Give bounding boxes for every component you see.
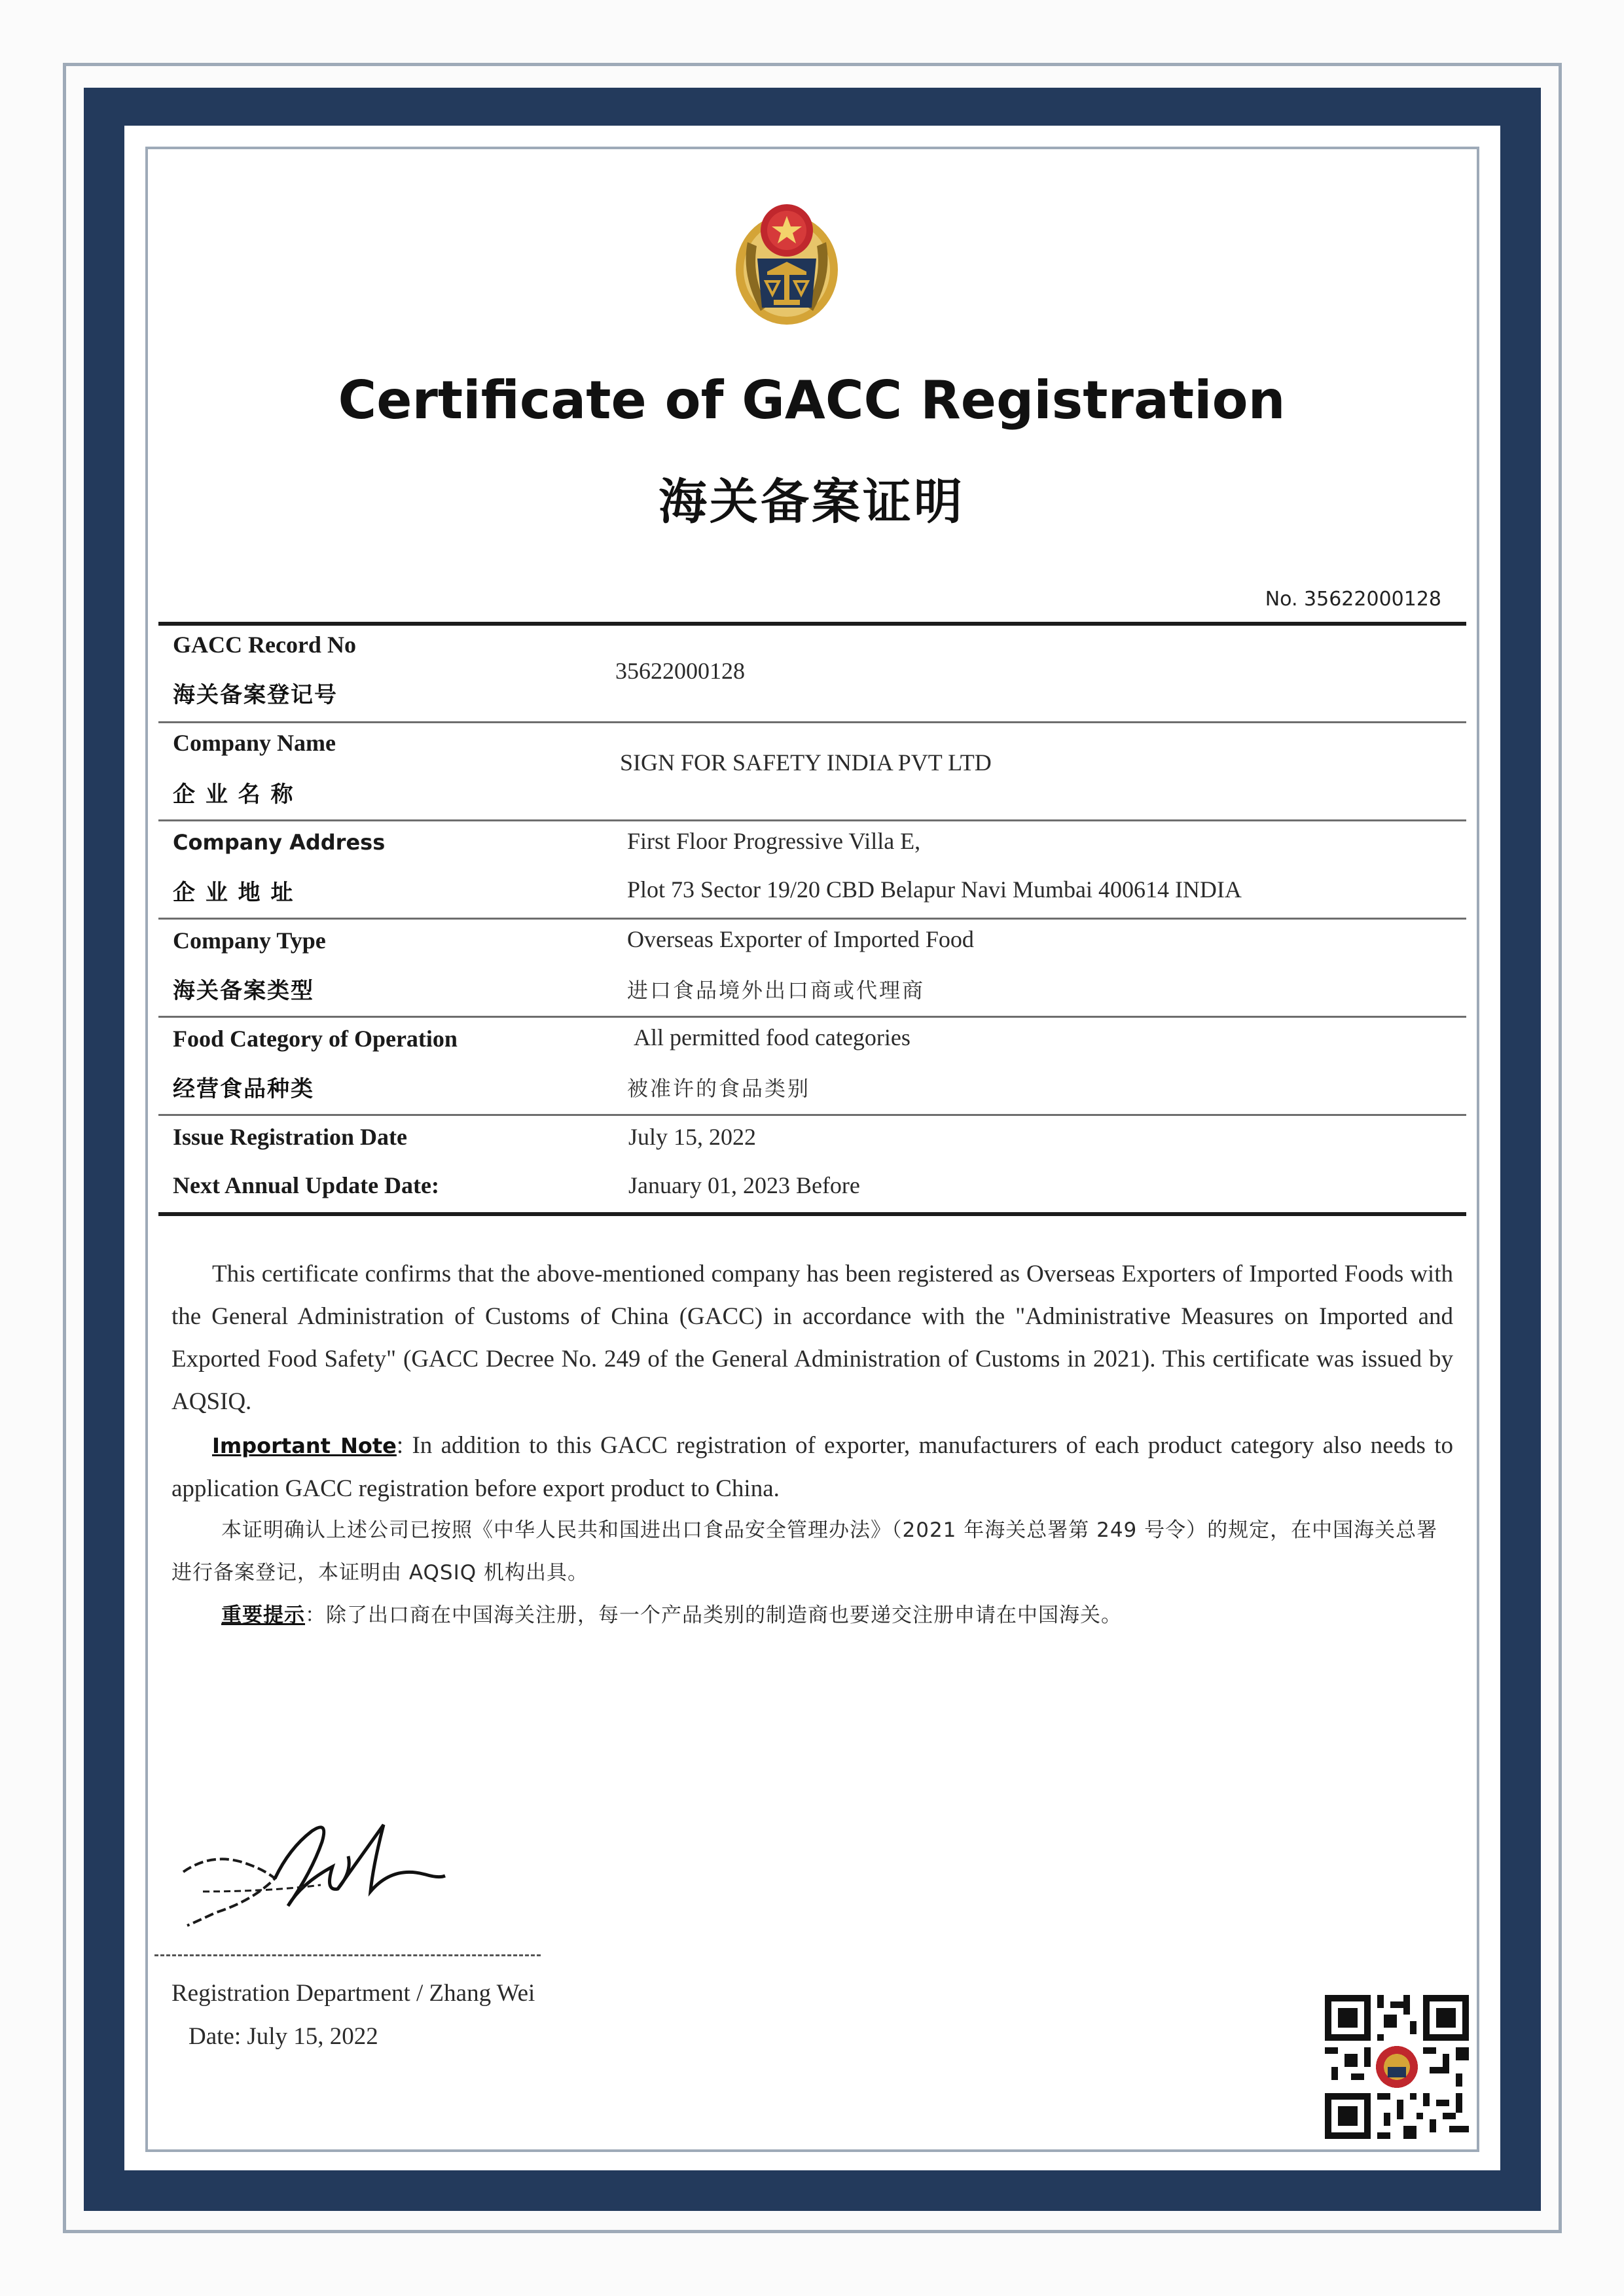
value-food-category: All permitted food categories	[634, 1024, 911, 1050]
certificate-number: No. 35622000128	[1265, 588, 1441, 611]
table-bottom-rule	[158, 1212, 1466, 1216]
label-company-address-zh: 企 业 地 址	[173, 880, 295, 906]
row-divider	[158, 721, 1466, 723]
value-food-category-zh: 被准许的食品类别	[627, 1076, 811, 1101]
label-record-no-zh: 海关备案登记号	[173, 682, 338, 708]
table-top-rule	[158, 622, 1466, 626]
important-note-label: Important Note	[212, 1433, 397, 1458]
label-issue-date: Issue Registration Date	[173, 1124, 407, 1150]
certificate-title-zh: 海关备案证明	[659, 474, 965, 530]
label-company-address: Company Address	[173, 830, 386, 855]
certificate-statement-zh	[171, 1509, 1453, 1594]
label-record-no: GACC Record No	[173, 632, 356, 658]
label-food-category-zh: 经营食品种类	[173, 1076, 314, 1102]
qr-code-icon	[1325, 1995, 1469, 2139]
certificate-statement	[171, 1253, 1453, 1423]
label-company-type-zh: 海关备案类型	[173, 978, 314, 1004]
signatory-department: Registration Department / Zhang Wei	[171, 1980, 535, 2007]
statement-text-zh: 本证明确认上述公司已按照《中华人民共和国进出口食品安全管理办法》（2021 年海关总署第 249 号令）的规定，在中国海关总署进行备案登记，本证明由 AQSIQ 机构出具。	[171, 1518, 1438, 1585]
customs-emblem-icon	[728, 196, 846, 327]
important-note-text-zh: ：除了出口商在中国海关注册，每一个产品类别的制造商也要递交注册申请在中国海关。	[305, 1604, 1122, 1627]
label-company-name-zh: 企 业 名 称	[173, 781, 295, 808]
value-next-update-date: January 01, 2023 Before	[628, 1172, 860, 1198]
value-record-no: 35622000128	[615, 658, 745, 684]
row-divider	[158, 1016, 1466, 1018]
important-note	[171, 1424, 1453, 1510]
label-company-type: Company Type	[173, 927, 326, 954]
row-divider	[158, 819, 1466, 821]
registration-table	[158, 622, 1466, 1217]
important-note-label-zh: 重要提示	[221, 1604, 305, 1627]
value-company-type: Overseas Exporter of Imported Food	[627, 926, 974, 952]
value-company-type-zh: 进口食品境外出口商或代理商	[627, 978, 926, 1003]
label-food-category: Food Category of Operation	[173, 1026, 458, 1052]
signature-date: Date: July 15, 2022	[189, 2023, 378, 2050]
value-address-line2: Plot 73 Sector 19/20 CBD Belapur Navi Mumbai 400614 INDIA	[627, 876, 1242, 903]
row-divider	[158, 918, 1466, 920]
value-address-line1: First Floor Progressive Villa E,	[627, 828, 921, 854]
signature-line	[154, 1954, 541, 1956]
label-company-name: Company Name	[173, 730, 336, 756]
value-issue-date: July 15, 2022	[628, 1124, 757, 1150]
important-note-zh	[171, 1594, 1453, 1637]
certificate-title: Certificate of GACC Registration	[338, 370, 1286, 431]
value-company-name: SIGN FOR SAFETY INDIA PVT LTD	[620, 749, 992, 776]
statement-text: This certificate confirms that the above-mentioned company has been registered as Overseas Exporters of Imported Foods with the General Administration of Customs of China (GACC) in accordance with the "Administrative Measures on Imported and Exported Food Safety" (GACC Decree No. 249 of the General Administration of Customs in 2021). This certificate was issued by AQSIQ.	[171, 1261, 1453, 1415]
label-next-update-date: Next Annual Update Date:	[173, 1172, 440, 1198]
row-divider	[158, 1114, 1466, 1116]
important-note-text: : In addition to this GACC registration of exporter, manufacturers of each product category also needs to application GACC registration before export product to China.	[171, 1432, 1453, 1502]
handwritten-signature	[177, 1793, 452, 1937]
